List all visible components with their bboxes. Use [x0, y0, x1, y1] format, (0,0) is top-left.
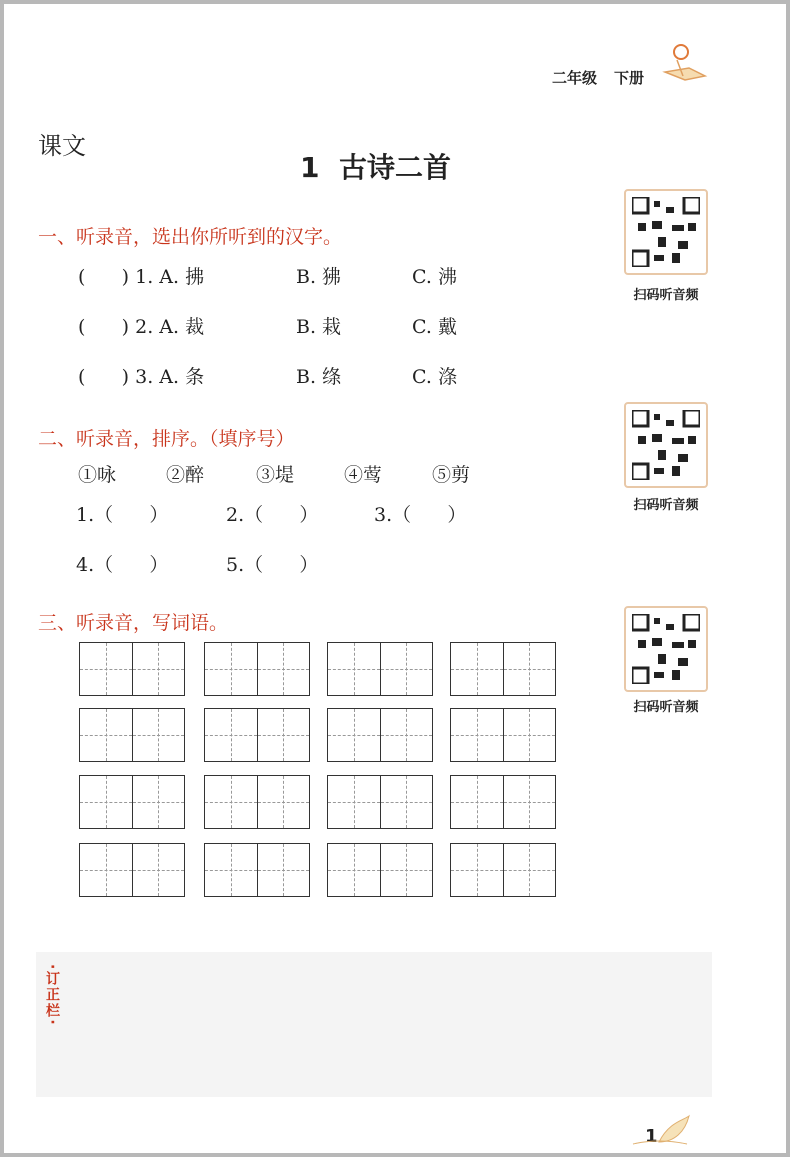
char-cell[interactable] — [451, 643, 504, 695]
qr-code-1[interactable] — [624, 189, 708, 275]
char-cell[interactable] — [80, 709, 133, 761]
char-cell[interactable] — [451, 709, 504, 761]
writing-box[interactable] — [204, 775, 310, 829]
blank-1[interactable]: 1.（ ） — [76, 504, 169, 526]
blank-2[interactable]: 2.（ ） — [226, 504, 319, 526]
qr-icon — [632, 410, 700, 480]
char-cell[interactable] — [205, 643, 258, 695]
writing-box[interactable] — [450, 708, 556, 762]
char-cell[interactable] — [504, 709, 556, 761]
worksheet-page — [4, 4, 786, 1153]
char-cell[interactable] — [258, 709, 310, 761]
writing-box[interactable] — [327, 775, 433, 829]
qr-code-3[interactable] — [624, 606, 708, 692]
char-cell[interactable] — [504, 844, 556, 896]
qr-label-1: 扫码听音频 — [633, 288, 699, 303]
qr-label-3: 扫码听音频 — [633, 700, 699, 715]
writing-box[interactable] — [450, 642, 556, 696]
char-cell[interactable] — [328, 776, 381, 828]
writing-box[interactable] — [327, 843, 433, 897]
writing-box[interactable] — [450, 775, 556, 829]
correction-label: ·订正栏· — [44, 964, 60, 1027]
q3-option-b: B. 绦 — [296, 366, 342, 388]
qr-code-2[interactable] — [624, 402, 708, 488]
char-cell[interactable] — [133, 709, 185, 761]
char-cell[interactable] — [328, 643, 381, 695]
lesson-title: 1 古诗二首 — [300, 151, 451, 184]
char-cell[interactable] — [258, 844, 310, 896]
char-cell[interactable] — [504, 776, 556, 828]
part2-title: 二、听录音，排序。（填序号） — [38, 428, 295, 450]
char-cell[interactable] — [504, 643, 556, 695]
option-2: ②醉 — [166, 464, 205, 486]
writing-box[interactable] — [204, 642, 310, 696]
writing-box[interactable] — [79, 775, 185, 829]
char-cell[interactable] — [381, 776, 433, 828]
char-cell[interactable] — [80, 776, 133, 828]
page-number: 1 — [645, 1126, 658, 1147]
qr-label-2: 扫码听音频 — [633, 498, 699, 513]
writing-box[interactable] — [79, 843, 185, 897]
char-cell[interactable] — [80, 844, 133, 896]
char-cell[interactable] — [205, 709, 258, 761]
char-cell[interactable] — [328, 709, 381, 761]
writing-box[interactable] — [204, 843, 310, 897]
option-1: ①咏 — [78, 464, 117, 486]
reading-child-icon — [659, 42, 711, 88]
writing-box[interactable] — [450, 843, 556, 897]
option-5: ⑤剪 — [432, 464, 471, 486]
part1-title: 一、听录音，选出你所听到的汉字。 — [38, 226, 343, 248]
option-3: ③堤 — [256, 464, 295, 486]
q3-option-c: C. 涤 — [412, 366, 457, 388]
volume-label: 下册 — [614, 69, 645, 87]
q2-stem: ( ) 2. A. 裁 — [78, 316, 205, 338]
char-cell[interactable] — [205, 844, 258, 896]
writing-box[interactable] — [204, 708, 310, 762]
q1-option-b: B. 狒 — [296, 266, 342, 288]
q1-stem: ( ) 1. A. 拂 — [78, 266, 205, 288]
char-cell[interactable] — [133, 643, 185, 695]
char-cell[interactable] — [133, 776, 185, 828]
writing-box[interactable] — [327, 708, 433, 762]
char-cell[interactable] — [381, 709, 433, 761]
leaf-decoration-icon — [629, 1112, 691, 1148]
char-cell[interactable] — [381, 844, 433, 896]
char-cell[interactable] — [258, 643, 310, 695]
char-cell[interactable] — [451, 844, 504, 896]
char-cell[interactable] — [451, 776, 504, 828]
option-4: ④莺 — [344, 464, 383, 486]
writing-box[interactable] — [79, 708, 185, 762]
q2-option-b: B. 栽 — [296, 316, 342, 338]
correction-area[interactable] — [36, 952, 712, 1097]
char-cell[interactable] — [133, 844, 185, 896]
q1-option-c: C. 沸 — [412, 266, 457, 288]
blank-3[interactable]: 3.（ ） — [374, 504, 467, 526]
q3-stem: ( ) 3. A. 条 — [78, 366, 205, 388]
blank-4[interactable]: 4.（ ） — [76, 554, 169, 576]
grade-label: 二年级 — [552, 69, 598, 87]
char-cell[interactable] — [381, 643, 433, 695]
q2-option-c: C. 戴 — [412, 316, 457, 338]
blank-5[interactable]: 5.（ ） — [226, 554, 319, 576]
char-cell[interactable] — [205, 776, 258, 828]
writing-box[interactable] — [79, 642, 185, 696]
section-label: 课文 — [38, 132, 86, 160]
part3-title: 三、听录音，写词语。 — [38, 612, 229, 634]
qr-icon — [632, 614, 700, 684]
char-cell[interactable] — [80, 643, 133, 695]
char-cell[interactable] — [328, 844, 381, 896]
qr-icon — [632, 197, 700, 267]
char-cell[interactable] — [258, 776, 310, 828]
writing-box[interactable] — [327, 642, 433, 696]
